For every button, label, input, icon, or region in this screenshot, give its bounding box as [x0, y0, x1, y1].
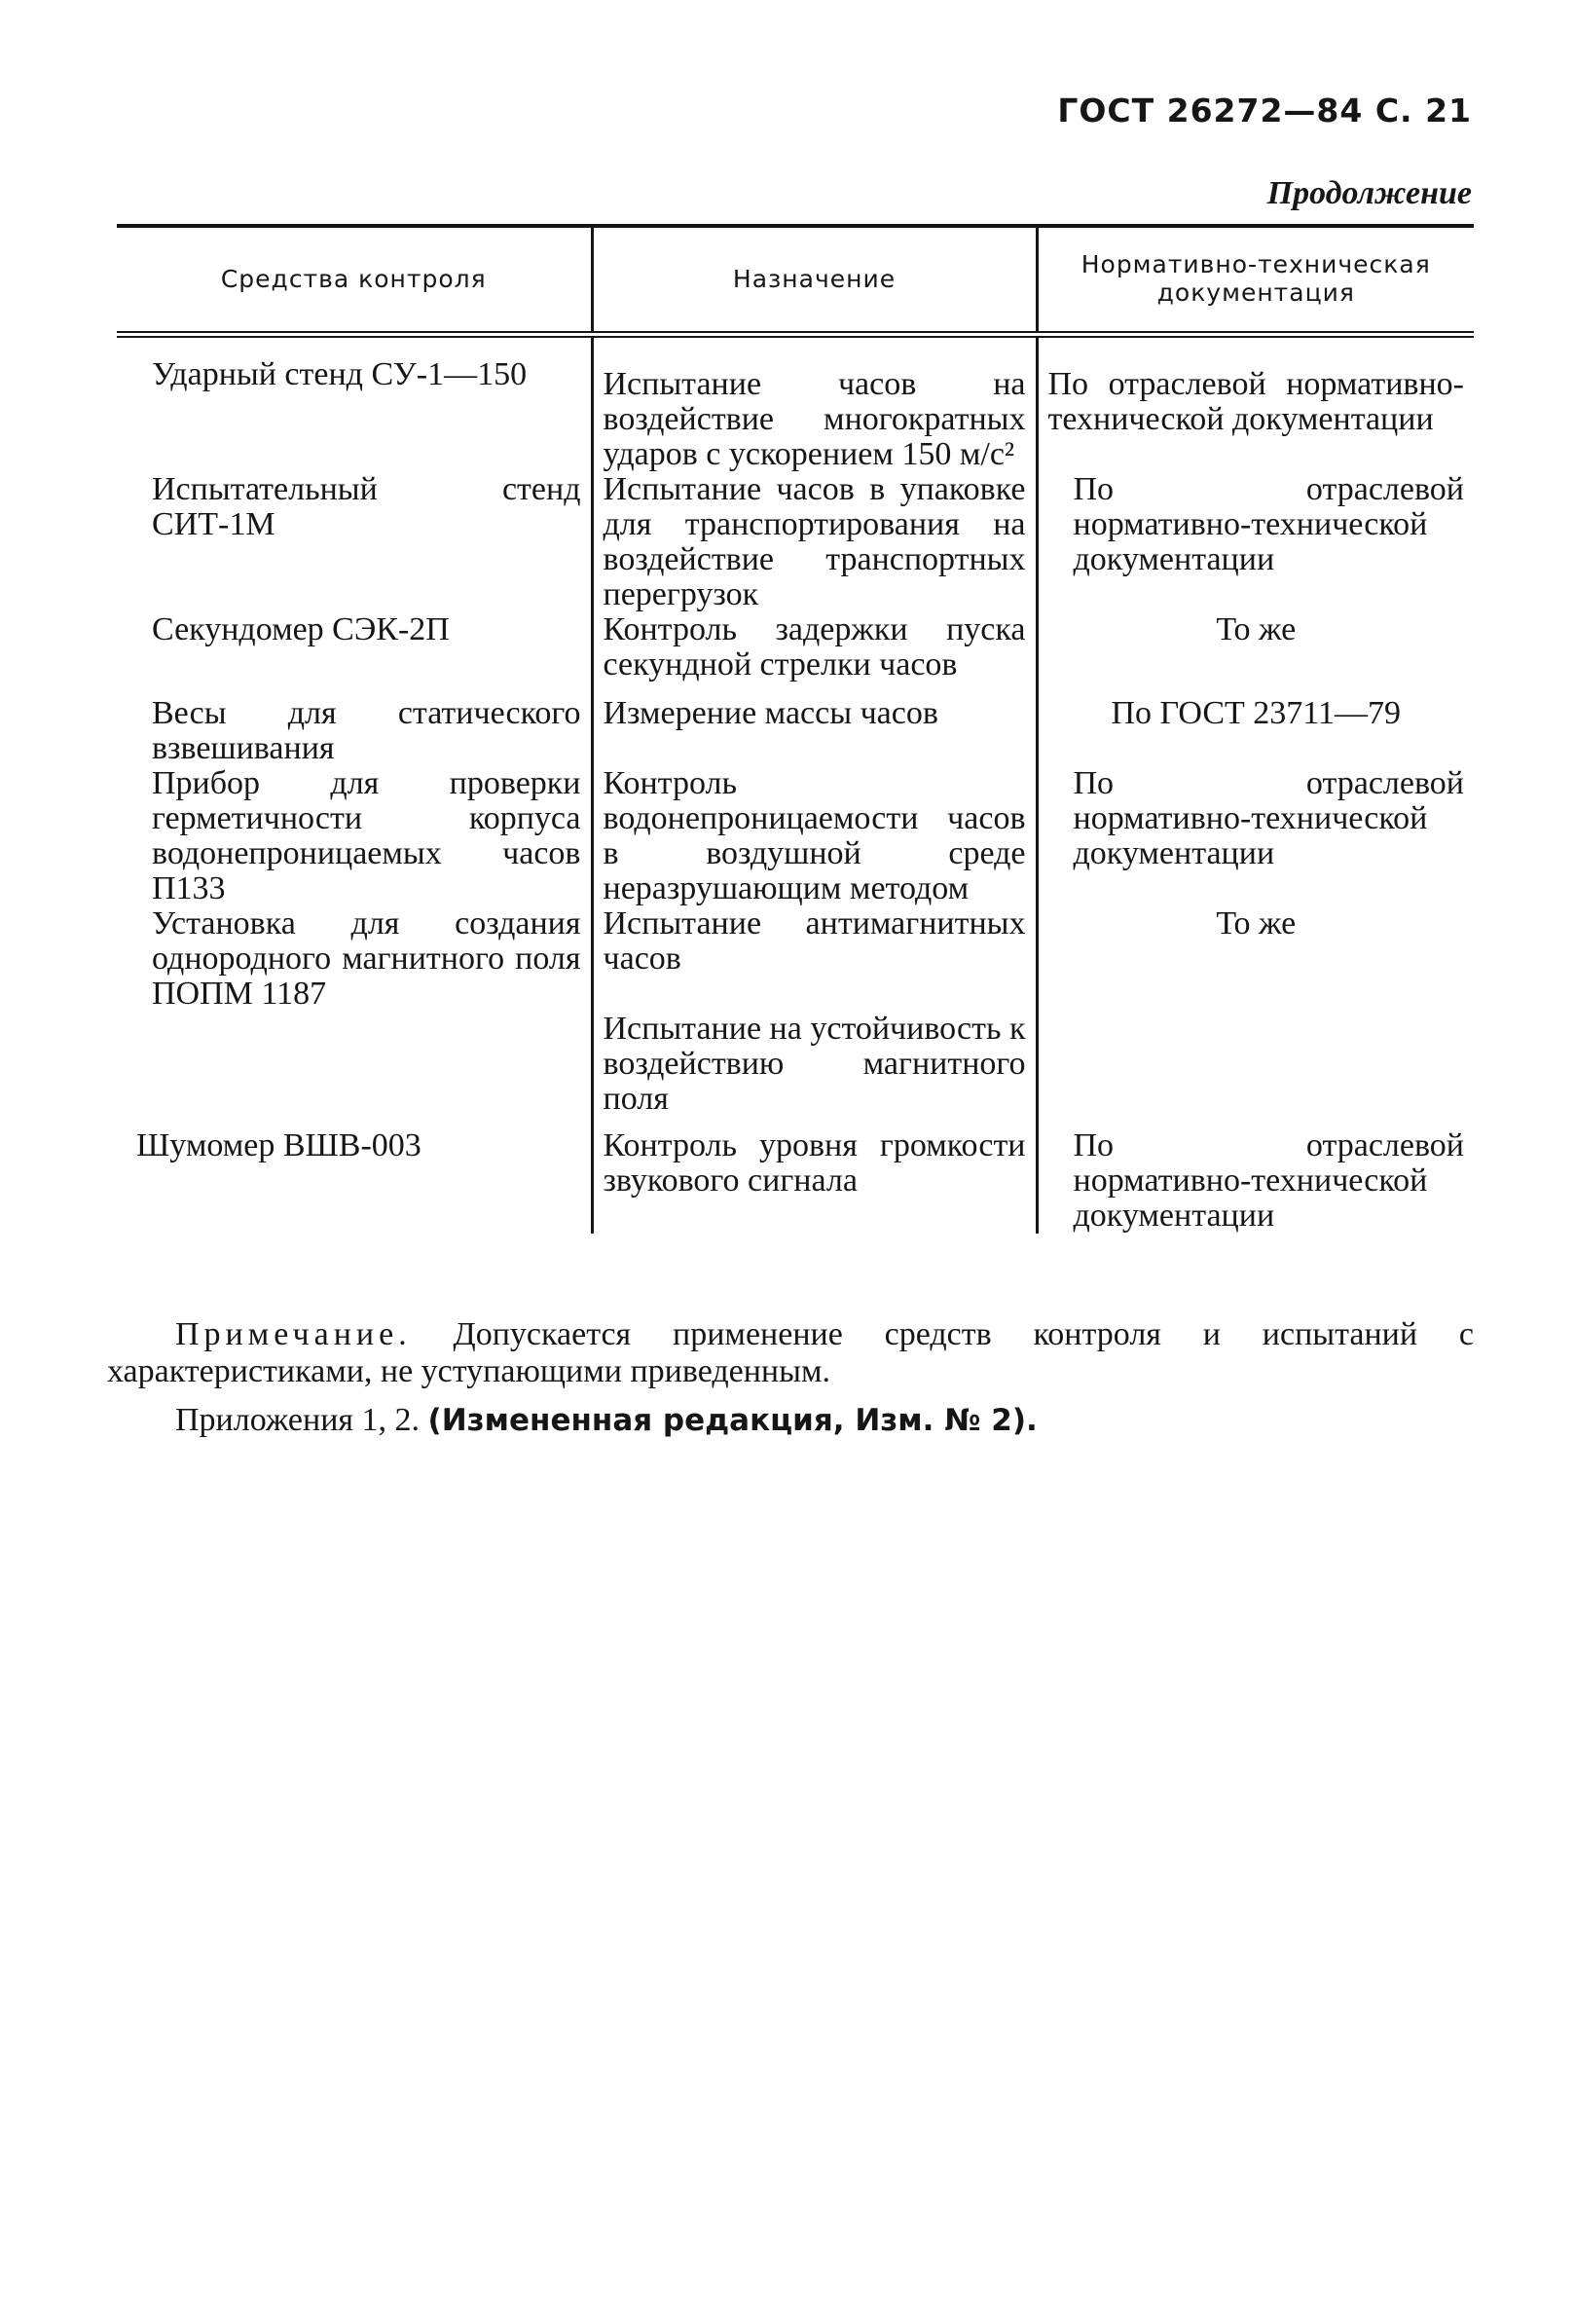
controls-table [117, 224, 1474, 1234]
control-doc: По отраслевой нормативно-технической документации [1037, 1117, 1474, 1234]
control-doc [1037, 1012, 1474, 1117]
control-doc: По отраслевой нормативно-технической документации [1037, 338, 1474, 472]
control-purpose: Контроль уровня громкости звукового сигнала [592, 1117, 1037, 1234]
column-header-purpose: Назначение [592, 228, 1037, 331]
control-doc: То же [1037, 612, 1474, 682]
control-doc: По ГОСТ 23711—79 [1037, 682, 1474, 766]
column-header-controls: Средства контроля [220, 264, 487, 293]
page-header: ГОСТ 26272—84 С. 21 [1057, 92, 1472, 129]
control-name: Прибор для проверки герметичности корпуса водонепроницаемых часов П133 [152, 765, 581, 906]
control-name: Секундомер СЭК-2П [152, 611, 450, 647]
table-row [117, 338, 1474, 472]
control-name [117, 1012, 592, 1117]
control-doc: По отраслевой нормативно-технической документации [1037, 766, 1474, 906]
table-row [117, 472, 1474, 612]
control-purpose: Испытание часов на воздействие многократных ударов с ускорением 150 м/с² [592, 338, 1037, 472]
appendix-text: Приложения 1, 2. [175, 1402, 421, 1438]
note-text: Допускается применение средств контроля и испытаний с характеристиками, не уступающими приведенным. [107, 1316, 1474, 1389]
control-doc: По отраслевой нормативно-технической документации [1037, 472, 1474, 612]
table-row [117, 682, 1474, 766]
control-purpose: Испытание антимагнитных часов [592, 906, 1037, 1012]
control-purpose: Испытание на устойчивость к воздействию магнитного поля [592, 1012, 1037, 1117]
note-paragraph [107, 1316, 1474, 1390]
appendix-paragraph [175, 1402, 1038, 1439]
control-purpose: Измерение массы часов [592, 682, 1037, 766]
table-row [117, 612, 1474, 682]
table-row [117, 1117, 1474, 1234]
table-header-row [117, 228, 1474, 331]
control-doc: То же [1037, 906, 1474, 1012]
control-name: Установка для создания однородного магнитного поля ПОПМ 1187 [152, 905, 581, 1012]
note-label: Примечание. [175, 1316, 412, 1352]
control-name: Шумомер ВШВ-003 [136, 1127, 421, 1163]
table-row [117, 1012, 1474, 1117]
column-header-documentation: Нормативно-техническая документация [1037, 228, 1474, 331]
control-name: Испытательный стенд СИТ-1М [152, 471, 581, 542]
table-row [117, 766, 1474, 906]
control-purpose: Контроль задержки пуска секундной стрелки часов [592, 612, 1037, 682]
continuation-label: Продолжение [1266, 175, 1472, 211]
control-name: Весы для статического взвешивания [152, 695, 581, 766]
control-purpose: Контроль водонепроницаемости часов в воздушной среде неразрушающим методом [592, 766, 1037, 906]
table-row [117, 906, 1474, 1012]
table-header-rule [117, 331, 1474, 338]
control-purpose: Испытание часов в упаковке для транспортирования на воздействие транспортных перегрузок [592, 472, 1037, 612]
control-name: Ударный стенд СУ-1—150 [152, 356, 528, 392]
amendment-note: (Измененная редакция, Изм. № 2). [427, 1403, 1038, 1438]
